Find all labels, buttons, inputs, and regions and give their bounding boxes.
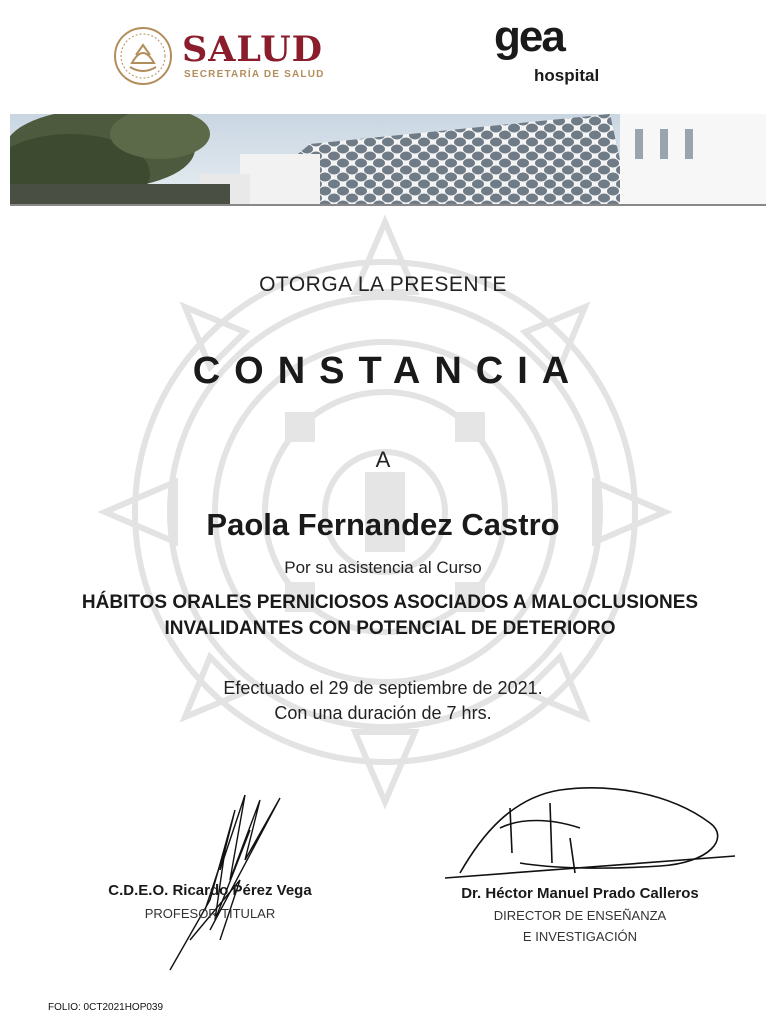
- course-title: HÁBITOS ORALES PERNICIOSOS ASOCIADOS A MALOCLUSIONES INVALIDANTES CON POTENCIAL DE DETERIORO: [81, 592, 699, 639]
- course-date: Efectuado el 29 de septiembre de 2021.: [223, 678, 543, 698]
- salud-wordmark: SALUD: [182, 29, 324, 70]
- salud-subtitle: SECRETARÍA DE SALUD: [184, 69, 325, 80]
- signer-2-name: Dr. Héctor Manuel Prado Calleros: [461, 885, 699, 902]
- course-duration: Con una duración de 7 hrs.: [274, 703, 492, 723]
- signer-1-role: PROFESOR TITULAR: [144, 906, 276, 921]
- signer-2-role-line-2: E INVESTIGACIÓN: [522, 929, 638, 944]
- mexico-seal-icon: [112, 25, 174, 87]
- recipient-name: Paola Fernandez Castro: [206, 507, 560, 542]
- otorga-text: OTORGA LA PRESENTE: [259, 273, 507, 296]
- gea-hospital-logo: [490, 12, 620, 90]
- gea-wordmark: gea: [494, 12, 564, 61]
- salud-logo: [112, 25, 342, 89]
- folio-number: FOLIO: 0CT2021HOP039: [48, 1002, 164, 1013]
- gea-subtitle: hospital: [534, 66, 600, 85]
- hospital-building-photo-icon: [10, 114, 766, 206]
- asistencia-text: Por su asistencia al Curso: [284, 558, 482, 577]
- signer-2-role-line-1: DIRECTOR DE ENSEÑANZA: [493, 908, 667, 923]
- a-connector: A: [375, 447, 391, 472]
- signature-2-icon: [440, 778, 740, 888]
- certificate-title: CONSTANCIA: [192, 350, 584, 392]
- signer-1-name: C.D.E.O. Ricardo Pérez Vega: [108, 882, 312, 899]
